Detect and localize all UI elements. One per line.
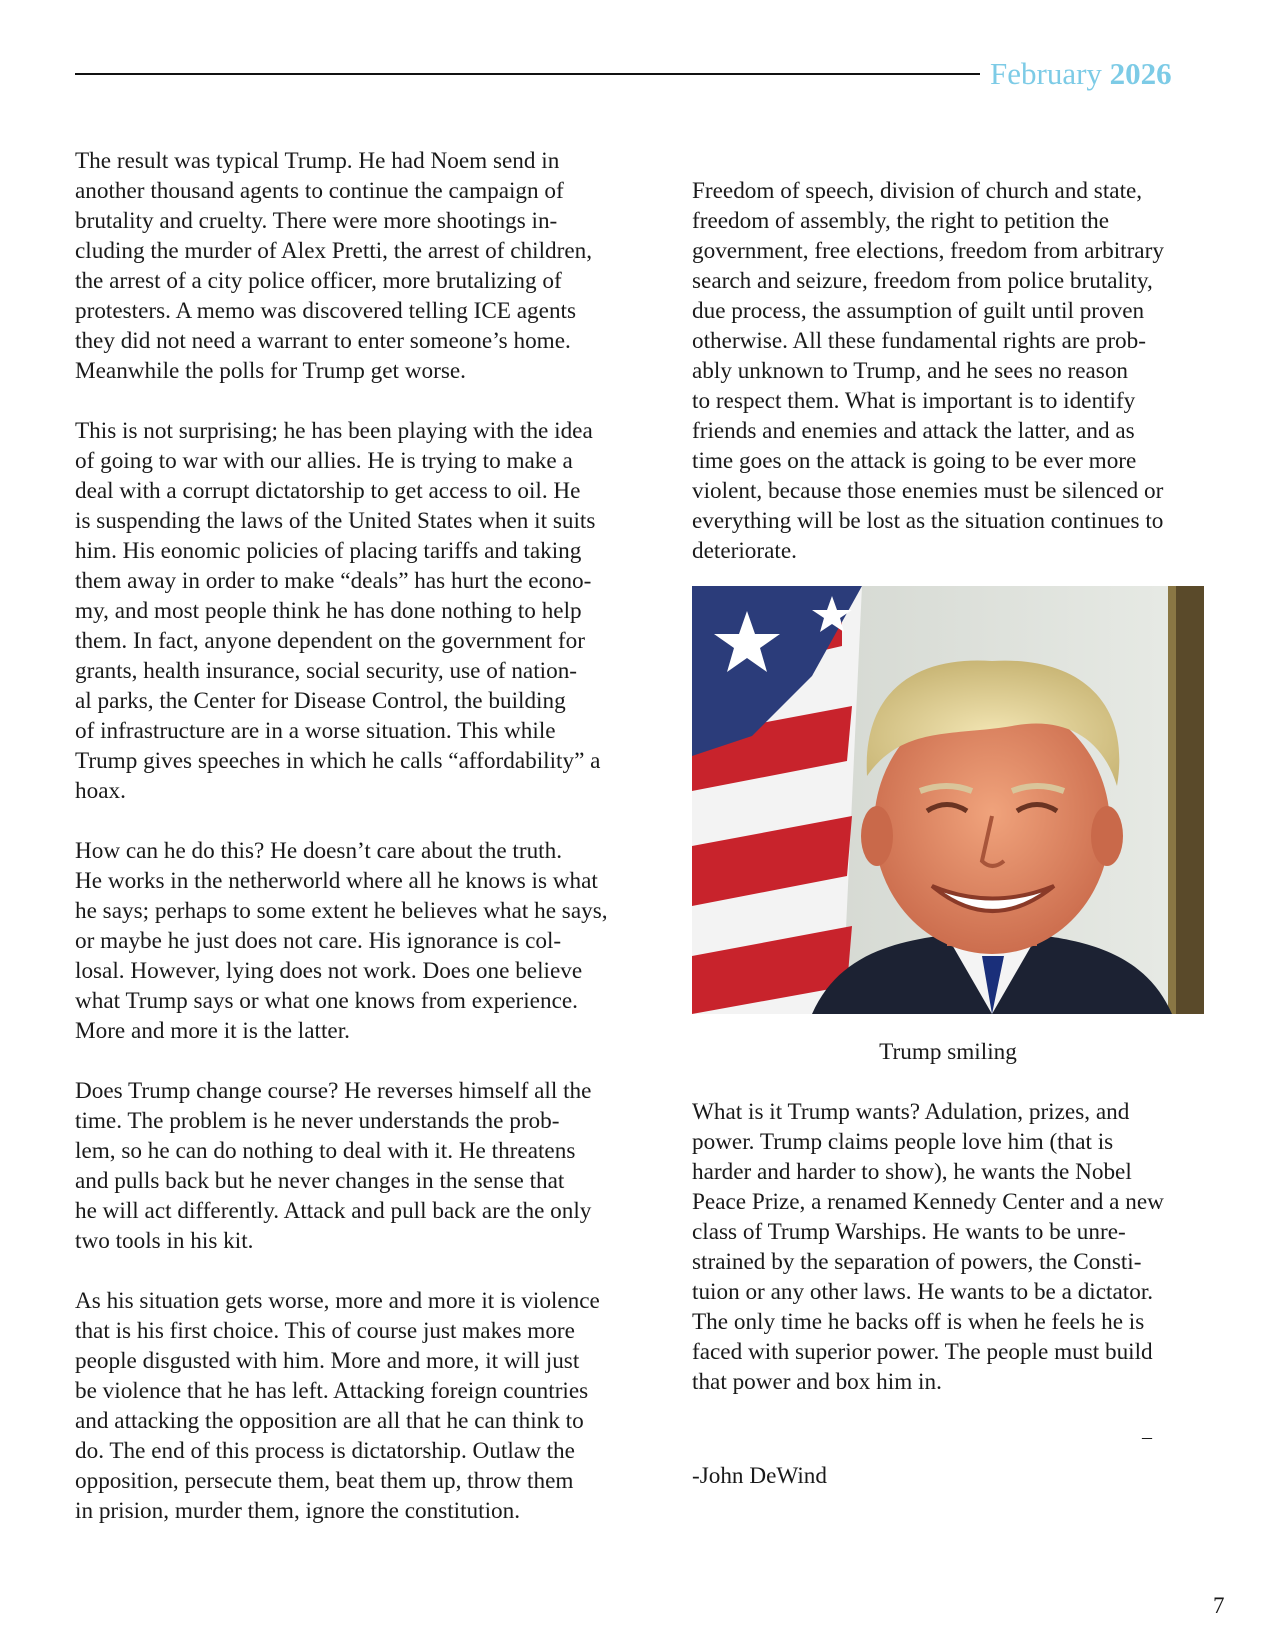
text-line: Does Trump change course? He reverses himself all the [75,1078,592,1104]
issue-year: 2026 [1109,56,1172,91]
text-line: of going to war with our allies. He is trying to make a [75,448,573,474]
right-column-closing [692,1097,1212,1427]
body-paragraph [75,836,650,1046]
text-line: power. Trump claims people love him (that is [692,1129,1114,1155]
text-line: grants, health insurance, social security, use of nation- [75,658,578,684]
text-line: that is his first choice. This of course just makes more [75,1318,575,1344]
text-line: they did not need a warrant to enter someone’s home. [75,328,571,354]
text-line: What is it Trump wants? Adulation, prizes, and [692,1099,1130,1125]
text-line: he will act differently. Attack and pull back are the only [75,1198,592,1224]
text-line: class of Trump Warships. He wants to be unre- [692,1219,1126,1245]
text-line: Trump gives speeches in which he calls “affordability” a [75,748,601,774]
text-line: harder and harder to show), he wants the Nobel [692,1159,1132,1185]
text-line: do. The end of this process is dictatorship. Outlaw the [75,1438,575,1464]
portrait-image [692,586,1204,1014]
page-number: 7 [1213,1593,1225,1618]
text-line: search and seizure, freedom from police brutality, [692,268,1153,294]
text-line: brutality and cruelty. There were more shootings in- [75,208,558,234]
text-line: tuion or any other laws. He wants to be a dictator. [692,1279,1154,1305]
author-signature: -John DeWind [692,1463,827,1489]
text-line: Meanwhile the polls for Trump get worse. [75,358,466,384]
text-line: losal. However, lying does not work. Does one believe [75,958,583,984]
body-paragraph [692,1097,1212,1397]
text-line: and pulls back but he never changes in the sense that [75,1168,565,1194]
body-paragraph [75,1076,650,1256]
text-line: them away in order to make “deals” has hurt the econo- [75,568,592,594]
text-line: to respect them. What is important is to identify [692,388,1136,414]
text-line: or maybe he just does not care. His ignorance is col- [75,928,562,954]
text-line: two tools in his kit. [75,1228,254,1254]
text-line: in prision, murder them, ignore the constitution. [75,1498,521,1524]
body-paragraph [692,176,1212,566]
trump-photo [692,586,1204,1014]
text-line: As his situation gets worse, more and more it is violence [75,1288,600,1314]
issue-date [990,56,1172,92]
text-line: be violence that he has left. Attacking foreign countries [75,1378,589,1404]
text-line: government, free elections, freedom from arbitrary [692,238,1164,264]
text-line: freedom of assembly, the right to petition the [692,208,1110,234]
text-line: deteriorate. [692,538,797,564]
text-line: hoax. [75,778,126,804]
text-line: everything will be lost as the situation continues to [692,508,1164,534]
text-line: them. In fact, anyone dependent on the government for [75,628,585,654]
text-line: what Trump says or what one knows from experience. [75,988,578,1014]
text-line: him. His eonomic policies of placing tariffs and taking [75,538,582,564]
text-line: deal with a corrupt dictatorship to get access to oil. He [75,478,581,504]
text-line: otherwise. All these fundamental rights are prob- [692,328,1146,354]
text-line: faced with superior power. The people must build [692,1339,1153,1365]
left-column [75,146,650,1556]
text-line: This is not surprising; he has been playing with the idea [75,418,593,444]
text-line: another thousand agents to continue the campaign of [75,178,564,204]
text-line: Peace Prize, a renamed Kennedy Center and a new [692,1189,1164,1215]
text-line: friends and enemies and attack the latter, and as [692,418,1135,444]
text-line: time. The problem is he never understands the prob- [75,1108,560,1134]
text-line: violent, because those enemies must be silenced or [692,478,1164,504]
text-line: ably unknown to Trump, and he sees no reason [692,358,1129,384]
text-line: al parks, the Center for Disease Control, the building [75,688,566,714]
header-rule [75,73,980,75]
text-line: that power and box him in. [692,1369,942,1395]
text-line: The result was typical Trump. He had Noem send in [75,148,560,174]
issue-month: February [990,56,1102,91]
body-paragraph [75,416,650,806]
text-line: protesters. A memo was discovered telling ICE agents [75,298,576,324]
text-line: lem, so he can do nothing to deal with it. He threatens [75,1138,576,1164]
text-line: time goes on the attack is going to be ever more [692,448,1137,474]
body-paragraph [75,146,650,386]
text-line: the arrest of a city police officer, more brutalizing of [75,268,562,294]
text-line: strained by the separation of powers, the Consti- [692,1249,1142,1275]
text-line: is suspending the laws of the United States when it suits [75,508,596,534]
text-line: How can he do this? He doesn’t care about the truth. [75,838,563,864]
text-line: opposition, persecute them, beat them up, throw them [75,1468,574,1494]
photo-caption: Trump smiling [879,1039,1017,1065]
text-line: he says; perhaps to some extent he believes what he says, [75,898,608,924]
right-column [692,176,1212,596]
text-line: cluding the murder of Alex Pretti, the arrest of children, [75,238,593,264]
text-line: due process, the assumption of guilt until proven [692,298,1145,324]
text-line: More and more it is the latter. [75,1018,350,1044]
text-line: my, and most people think he has done nothing to help [75,598,582,624]
text-line: and attacking the opposition are all that he can think to [75,1408,584,1434]
text-line: Freedom of speech, division of church and state, [692,178,1143,204]
body-paragraph [75,1286,650,1526]
text-line: He works in the netherworld where all he knows is what [75,868,598,894]
text-line: of infrastructure are in a worse situation. This while [75,718,556,744]
text-line: The only time he backs off is when he feels he is [692,1309,1145,1335]
text-line: people disgusted with him. More and more, it will just [75,1348,580,1374]
dash-mark: – [1142,1426,1152,1448]
